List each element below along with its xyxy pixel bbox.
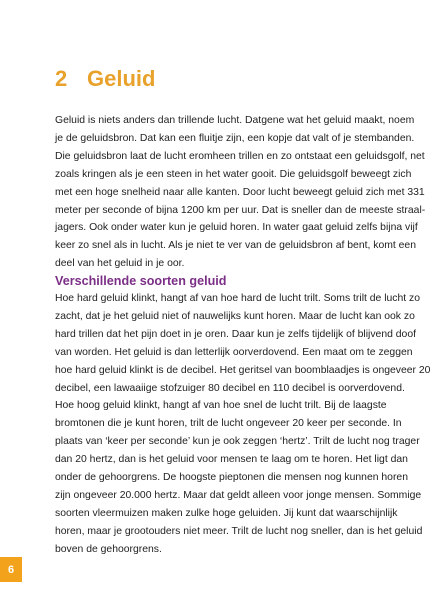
section-line: plaats van ‘keer per seconde’ kun je ook zeggen ‘hertz’. Trilt de lucht nog trager — [55, 436, 420, 448]
section-line: dan 20 hertz, dan is het geluid voor mensen te laag om te horen. Het ligt dan — [55, 454, 408, 466]
section-line: hoe hard geluid klinkt is de decibel. Het geritsel van boomblaadjes is ongeveer 20 — [55, 364, 431, 376]
section-line: zijn ongeveer 20.000 hertz. Maar dat geldt alleen voor jonge mensen. Sommige — [55, 489, 422, 501]
chapter-number: 2 — [55, 66, 68, 91]
intro-line: meter per seconde of bijna 1200 km per uur. Dat is sneller dan de meeste straal- — [55, 204, 426, 216]
page-number: 6 — [0, 557, 22, 582]
section-line: bromtonen die je kunt horen, trilt de lucht ongeveer 20 keer per seconde. In — [55, 418, 402, 430]
intro-line: deel van het geluid in je oor. — [55, 258, 185, 270]
section-line: soorten vleermuizen maken zulke hoge geluiden. Jij kunt dat waarschijnlijk — [55, 507, 398, 519]
section-line: onder de gehoorgrens. De hoogste pieptonen die mensen nog kunnen horen — [55, 472, 408, 484]
section-line: decibel, een lawaaiige stofzuiger 80 decibel en 110 decibel is oorverdovend. — [55, 382, 405, 394]
section-heading: Verschillende soorten geluid — [55, 274, 227, 288]
intro-line: met een hoge snelheid naar alle kanten. Door lucht beweegt geluid zich met 331 — [55, 186, 425, 198]
intro-line: je de geluidsbron. Dat kan een fluitje zijn, een kopje dat valt of je stembanden. — [55, 132, 415, 144]
intro-line: Geluid is niets anders dan trillende lucht. Datgene wat het geluid maakt, noem — [55, 115, 415, 126]
section-paragraph — [55, 290, 431, 559]
chapter-title-text: Geluid — [87, 66, 156, 91]
section-line: Hoe hoog geluid klinkt, hangt af van hoe snel de lucht trilt. Bij de laagste — [55, 400, 387, 412]
intro-line: keer zo snel als in lucht. Als je niet te ver van de geluidsbron af bent, komt een — [55, 240, 416, 252]
intro-paragraph — [55, 112, 426, 273]
section-line: boven de gehoorgrens. — [55, 543, 162, 555]
section-line: Hoe hard geluid klinkt, hangt af van hoe hard de lucht trilt. Soms trilt de lucht zo — [55, 293, 421, 304]
section-line: hard trillen dat het pijn doet in je oren. Daar kun je zelfs tijdelijk of blijvend doof — [55, 328, 416, 340]
intro-line: jagers. Ook onder water kun je geluid horen. In water gaat geluid zelfs bijna vijf — [55, 222, 418, 234]
section-line: horen, maar je grootouders niet meer. Trilt de lucht nog sneller, dan is het geluid — [55, 525, 423, 537]
chapter-title — [55, 66, 155, 92]
section-line: zacht, dat je het geluid niet of nauwelijks kunt horen. Maar de lucht kan ook zo — [55, 310, 415, 322]
section-line: van worden. Het geluid is dan letterlijk oorverdovend. Een maat om te zeggen — [55, 346, 413, 358]
intro-line: Die geluidsbron laat de lucht eromheen trillen en zo ontstaat een geluidsgolf, net — [55, 150, 425, 162]
intro-line: zoals kringen als je een steen in het water gooit. Die geluidsgolf beweegt zich — [55, 168, 412, 180]
